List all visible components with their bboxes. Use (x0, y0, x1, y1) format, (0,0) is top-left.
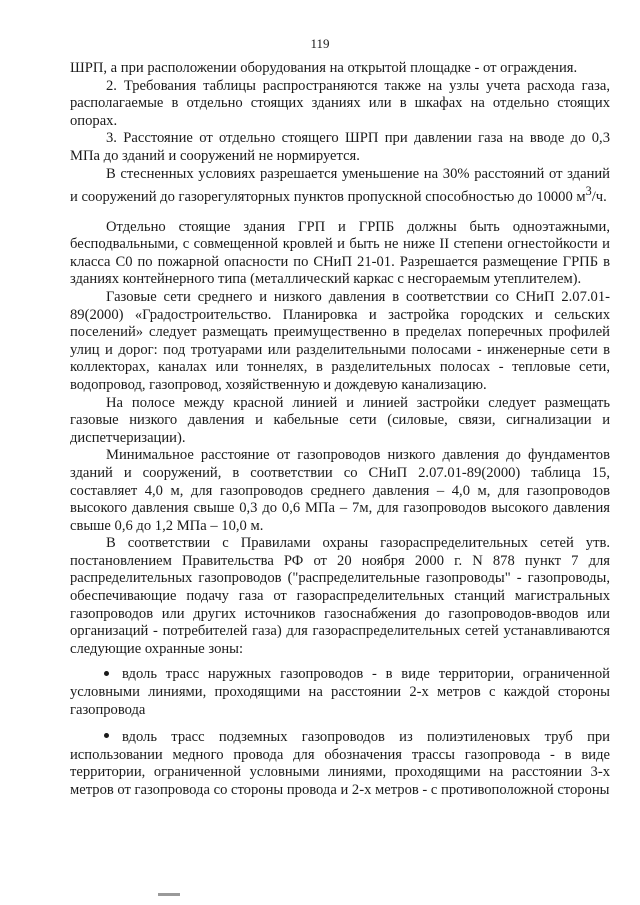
page-body (70, 60, 610, 810)
protection-zones-list (70, 666, 610, 799)
minimum-distance-paragraph: Минимальное расстояние от газопроводов низкого давления до фундаментов зданий и сооружений, в соответствии со СНиП 2.07.01-89(2000) таблица 15, составляет 4,0 м, для газопроводов среднего давления – 4,0 м, для газопроводов высокого давления свыше 0,3 до 0,6 МПа – 7м, для газопроводов высокого давления свыше 0,6 до 1,2 МПа – 10,0 м. (70, 447, 610, 534)
bullet-icon (104, 671, 109, 676)
red-line-paragraph: На полосе между красной линией и линией застройки следует размещать газовые низкого давления и кабельные сети (силовые, связи, сигнализации и диспетчеризации). (70, 394, 610, 446)
paragraph-continuation: ШРП, а при расположении оборудования на открытой площадке - от ограждения. (70, 60, 578, 76)
reduction-text: В стесненных условиях разрешается уменьшение на 30% расстояний от зданий и сооружений до газорегуляторных пунктов пропускной способностью до 10000 м (70, 165, 610, 206)
note-3-paragraph: 3. Расстояние от отдельно стоящего ШРП при давлении газа на вводе до 0,3 МПа до зданий и сооружений не нормируется. (70, 130, 610, 164)
scan-artifact-mark (158, 893, 180, 896)
list-item (70, 666, 610, 719)
list-item (70, 729, 610, 799)
gas-networks-paragraph: Газовые сети среднего и низкого давления в соответствии со СНиП 2.07.01-89(2000) «Градостроительство. Планировка и застройка городских и сельских поселений» следует размещать преимущественно в пределах поперечных профилей улиц и дорог: под тротуарами или разделительными полосами - инженерные сети в коллекторах, каналах или тоннелях, в разделительных полосах - тепловые сети, водопровод, газопровод, хозяйственную и дождевую канализацию. (70, 288, 610, 393)
reduction-paragraph (70, 166, 610, 207)
protection-rules-paragraph: В соответствии с Правилами охраны газораспределительных сетей утв. постановлением Правительства РФ от 20 ноября 2000 г. N 878 пункт 7 для распределительных газопроводов ("распределительные газопроводы" - газопроводы, обеспечивающие подачу газа от газораспределительных станций магистральных газопроводов или других источников газоснабжения до газопроводов-вводов или организаций - потребителей газа) для газораспределительных сетей устанавливаются следующие охранные зоны: (70, 535, 610, 657)
note-2-paragraph: 2. Требования таблицы распространяются также на узлы учета расхода газа, располагаемые в отдельно стоящих зданиях или в шкафах на отдельно стоящих опорах. (70, 77, 610, 129)
cubic-superscript: 3 (585, 184, 592, 199)
page-number: 119 (310, 36, 330, 51)
grp-buildings-paragraph: Отдельно стоящие здания ГРП и ГРПБ должны быть одноэтажными, бесподвальными, с совмещенной кровлей и быть не ниже II степени огнестойкости и класса С0 по пожарной опасности по СНиП 21-01. Разрешается размещение ГРПБ в зданиях контейнерного типа (металлический каркас с несгораемым утеплителем). (70, 218, 610, 288)
list-item-text: вдоль трасс наружных газопроводов - в виде территории, ограниченной условными линиями, проходящими на расстоянии 2-х метров с каждой стороны газопровода (70, 666, 610, 718)
list-item-text: вдоль трасс подземных газопроводов из полиэтиленовых труб при использовании медного провода для обозначения трассы газопровода - в виде территории, ограниченной условными линиями, проходящими на расстоянии 3-х метров от газопровода со стороны провода и 2-х метров - с противоположной стороны (70, 729, 610, 799)
bullet-icon (104, 733, 109, 738)
reduction-unit-tail: /ч. (591, 189, 607, 206)
